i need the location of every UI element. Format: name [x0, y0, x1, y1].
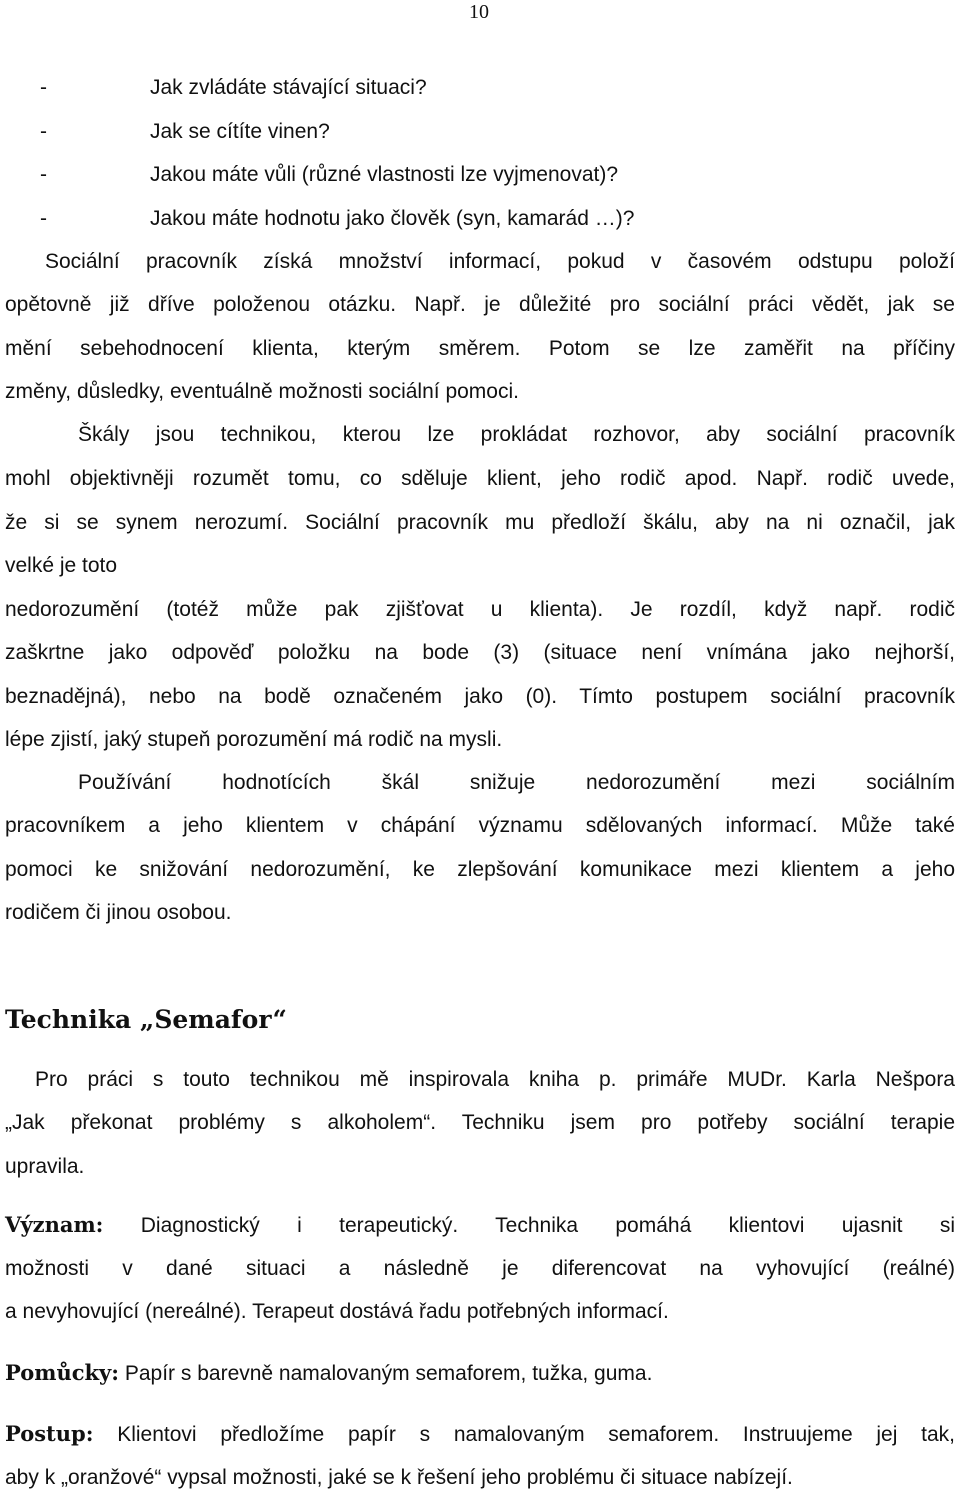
question-text: Jak se cítíte vinen? — [150, 110, 330, 154]
text-line: opětovně již dříve položenou otázku. Např. je důležité pro sociální práci vědět, jak se — [5, 283, 955, 327]
text-line: zaškrtne jako odpověď položku na bode (3) (situace není vnímána jako nejhorší, — [5, 631, 955, 675]
postup-section — [5, 1412, 955, 1499]
text-line: pracovníkem a jeho klientem v chápání významu sdělovaných informací. Může také — [5, 804, 955, 848]
question-list — [40, 66, 634, 240]
text-line: lépe zjistí, jaký stupeň porozumění má rodič na mysli. — [5, 718, 955, 762]
question-text: Jakou máte vůli (různé vlastnosti lze vyjmenovat)? — [150, 153, 618, 197]
section-heading: Technika „Semafor“ — [5, 1005, 287, 1034]
text-line: mohl objektivněji rozumět tomu, co sděluje klient, jeho rodič apod. Např. rodič uvede, — [5, 457, 955, 501]
text-line: Škály jsou technikou, kterou lze prokládat rozhovor, aby sociální pracovník — [78, 413, 955, 457]
paragraph-3 — [5, 804, 955, 935]
text-line: velké je toto — [5, 544, 955, 588]
text-line: pomoci ke snižování nedorozumění, ke zlepšování komunikace mezi klientem a jeho — [5, 848, 955, 892]
list-dash: - — [40, 66, 150, 110]
text-line — [5, 1203, 955, 1247]
text-line — [5, 1412, 955, 1456]
question-text: Jak zvládáte stávající situaci? — [150, 66, 427, 110]
paragraph-2-first — [78, 413, 955, 457]
postup-label: Postup: — [5, 1421, 93, 1446]
text-line: aby k „oranžové“ vypsal možnosti, jaké se k řešení jeho problému či situace nabízejí. — [5, 1456, 955, 1499]
paragraph-4 — [5, 1101, 955, 1188]
paragraph-4-first — [35, 1058, 955, 1102]
text-line: že si se synem nerozumí. Sociální pracovník mu předloží škálu, aby na ni označil, jak — [5, 501, 955, 545]
paragraph-1-first — [45, 240, 955, 284]
text-line: „Jak překonat problémy s alkoholem“. Techniku jsem pro potřeby sociální terapie — [5, 1101, 955, 1145]
vyznam-label: Význam: — [5, 1212, 103, 1237]
text-line: Sociální pracovník získá množství informací, pokud v časovém odstupu položí — [45, 240, 955, 284]
list-dash: - — [40, 110, 150, 154]
list-item — [40, 197, 634, 241]
list-dash: - — [40, 153, 150, 197]
page-number: 10 — [469, 0, 489, 24]
text-line: Používání hodnotících škál snižuje nedorozumění mezi sociálním — [78, 761, 955, 805]
list-item — [40, 66, 634, 110]
pomucky-label: Pomůcky: — [5, 1360, 119, 1385]
text-line: rodičem či jinou osobou. — [5, 891, 955, 935]
vyznam-section — [5, 1203, 955, 1334]
text-line: možnosti v dané situaci a následně je diferencovat na vyhovující (reálné) — [5, 1247, 955, 1291]
postup-text: Klientovi předložíme papír s namalovaným semaforem. Instruujeme jej tak, — [93, 1423, 955, 1446]
pomucky-section — [5, 1351, 955, 1395]
paragraph-2 — [5, 457, 955, 762]
list-dash: - — [40, 197, 150, 241]
list-item — [40, 153, 634, 197]
text-line: nedorozumění (totéž může pak zjišťovat u klienta). Je rozdíl, když např. rodič — [5, 588, 955, 632]
text-line: změny, důsledky, eventuálně možnosti sociální pomoci. — [5, 370, 955, 414]
text-line: upravila. — [5, 1145, 955, 1189]
list-item — [40, 110, 634, 154]
text-line: a nevyhovující (nereálné). Terapeut dostává řadu potřebných informací. — [5, 1290, 955, 1334]
pomucky-text: Papír s barevně namalovaným semaforem, tužka, guma. — [119, 1362, 652, 1385]
text-line: Pro práci s touto technikou mě inspirovala kniha p. primáře MUDr. Karla Nešpora — [35, 1058, 955, 1102]
text-line — [5, 1351, 955, 1395]
paragraph-3-first — [78, 761, 955, 805]
text-line: mění sebehodnocení klienta, kterým směrem. Potom se lze zaměřit na příčiny — [5, 327, 955, 371]
paragraph-1 — [5, 283, 955, 414]
vyznam-text: Diagnostický i terapeutický. Technika pomáhá klientovi ujasnit si — [103, 1214, 955, 1237]
text-line: beznadějná), nebo na bodě označeném jako (0). Tímto postupem sociální pracovník — [5, 675, 955, 719]
question-text: Jakou máte hodnotu jako člověk (syn, kamarád …)? — [150, 197, 634, 241]
